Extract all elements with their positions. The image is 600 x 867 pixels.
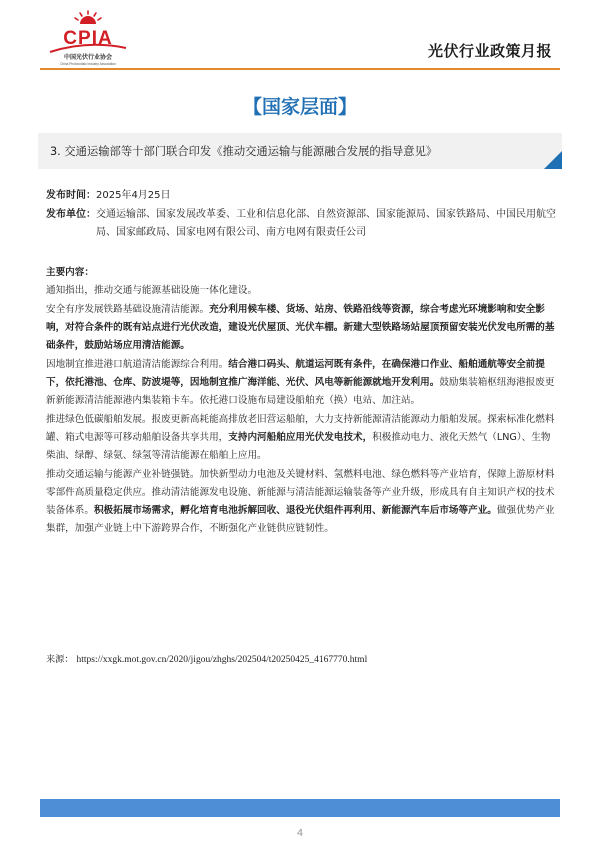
footer-bar bbox=[40, 799, 560, 817]
logo-en-name: China Photovoltaic Industry Association bbox=[60, 62, 116, 66]
content-paragraph-port: 因地制宜推进港口航道清洁能源综合利用。结合港口码头、航道运河既有条件，在确保港口作业、船舶通航等安全前提下，依托港池、仓库、防波堤等，因地制宜推广海洋能、光伏、风电等新能源就地开发利用。鼓励集装箱枢纽海港报废更新新能源清洁能源港内集装箱卡车。依托港口设施布局建设船舶充（换）电站、加注站。 bbox=[46, 359, 555, 406]
article-title: 3. 交通运输部等十部门联合印发《推动交通运输与能源融合发展的指导意见》 bbox=[50, 145, 438, 158]
corner-triangle-icon bbox=[544, 151, 562, 169]
logo-brand: CPIA bbox=[63, 28, 113, 49]
source-line bbox=[46, 651, 367, 665]
publish-unit-value: 交通运输部、国家发展改革委、工业和信息化部、自然资源部、国家能源局、国家铁路局、中国民用航空局、国家邮政局、国家电网有限公司、南方电网有限责任公司 bbox=[96, 209, 556, 238]
section-title: 【国家层面】 bbox=[242, 96, 357, 118]
publish-date-label: 发布时间： bbox=[46, 190, 96, 201]
article-title-box bbox=[38, 133, 562, 169]
cpia-logo bbox=[36, 10, 136, 68]
content-paragraph-industry: 推动交通运输与能源产业补链强链。加快新型动力电池及关键材料、氢燃料电池、绿色燃料等产业培育，保障上游原材料零部件高质量稳定供应。推动清洁能源发电设施、新能源与清洁能源运输装备等产业升级，形成具有自主知识产权的技术装备体系。积极拓展市场需求，孵化培育电池拆解回收、退役光伏组件再利用、新能源汽车后市场等产业。做强优势产业集群，加强产业链上中下游跨界合作，不断强化产业链供应链韧性。 bbox=[46, 469, 555, 534]
content-paragraph-ship: 推进绿色低碳船舶发展。报废更新高耗能高排放老旧营运船舶，大力支持新能源清洁能源动力船舶发展。探索标准化燃料罐、箱式电源等可移动船舶设备共享共用，支持内河船舶应用光伏发电技术，积极推动电力、液化天然气（LNG）、生物柴油、绿醇、绿氨、绿氢等清洁能源在船舶上应用。 bbox=[46, 414, 555, 461]
content-paragraph-railway: 安全有序发展铁路基础设施清洁能源。充分利用候车楼、货场、站房、铁路沿线等资源，综合考虑光环境影响和安全影响，对符合条件的既有站点进行光伏改造，建设光伏屋顶、光伏车棚。新建大型铁路场站屋顶预留安装光伏发电所需的基础条件，鼓励站场应用清洁能源。 bbox=[46, 304, 555, 351]
main-content bbox=[46, 264, 556, 538]
logo-cn-name: 中国光伏行业协会 bbox=[63, 54, 113, 61]
cpia-logo-graphic bbox=[36, 10, 136, 68]
source-link[interactable]: https://xxgk.mot.gov.cn/2020/jigou/zhghs/202504/t20250425_4167770.html bbox=[76, 655, 368, 665]
publish-date bbox=[46, 187, 171, 205]
publish-unit bbox=[46, 206, 561, 242]
report-title: 光伏行业政策月报 bbox=[427, 42, 552, 60]
sun-icon bbox=[75, 11, 101, 24]
publish-unit-label: 发布单位： bbox=[46, 209, 96, 220]
source-label: 来源： bbox=[46, 654, 74, 665]
publish-date-value: 2025年4月25日 bbox=[96, 190, 171, 201]
page-number: 4 bbox=[296, 828, 304, 839]
content-intro: 通知指出，推动交通与能源基础设施一体化建设。 bbox=[46, 285, 258, 296]
content-heading: 主要内容： bbox=[46, 267, 94, 278]
header-divider bbox=[40, 68, 560, 70]
